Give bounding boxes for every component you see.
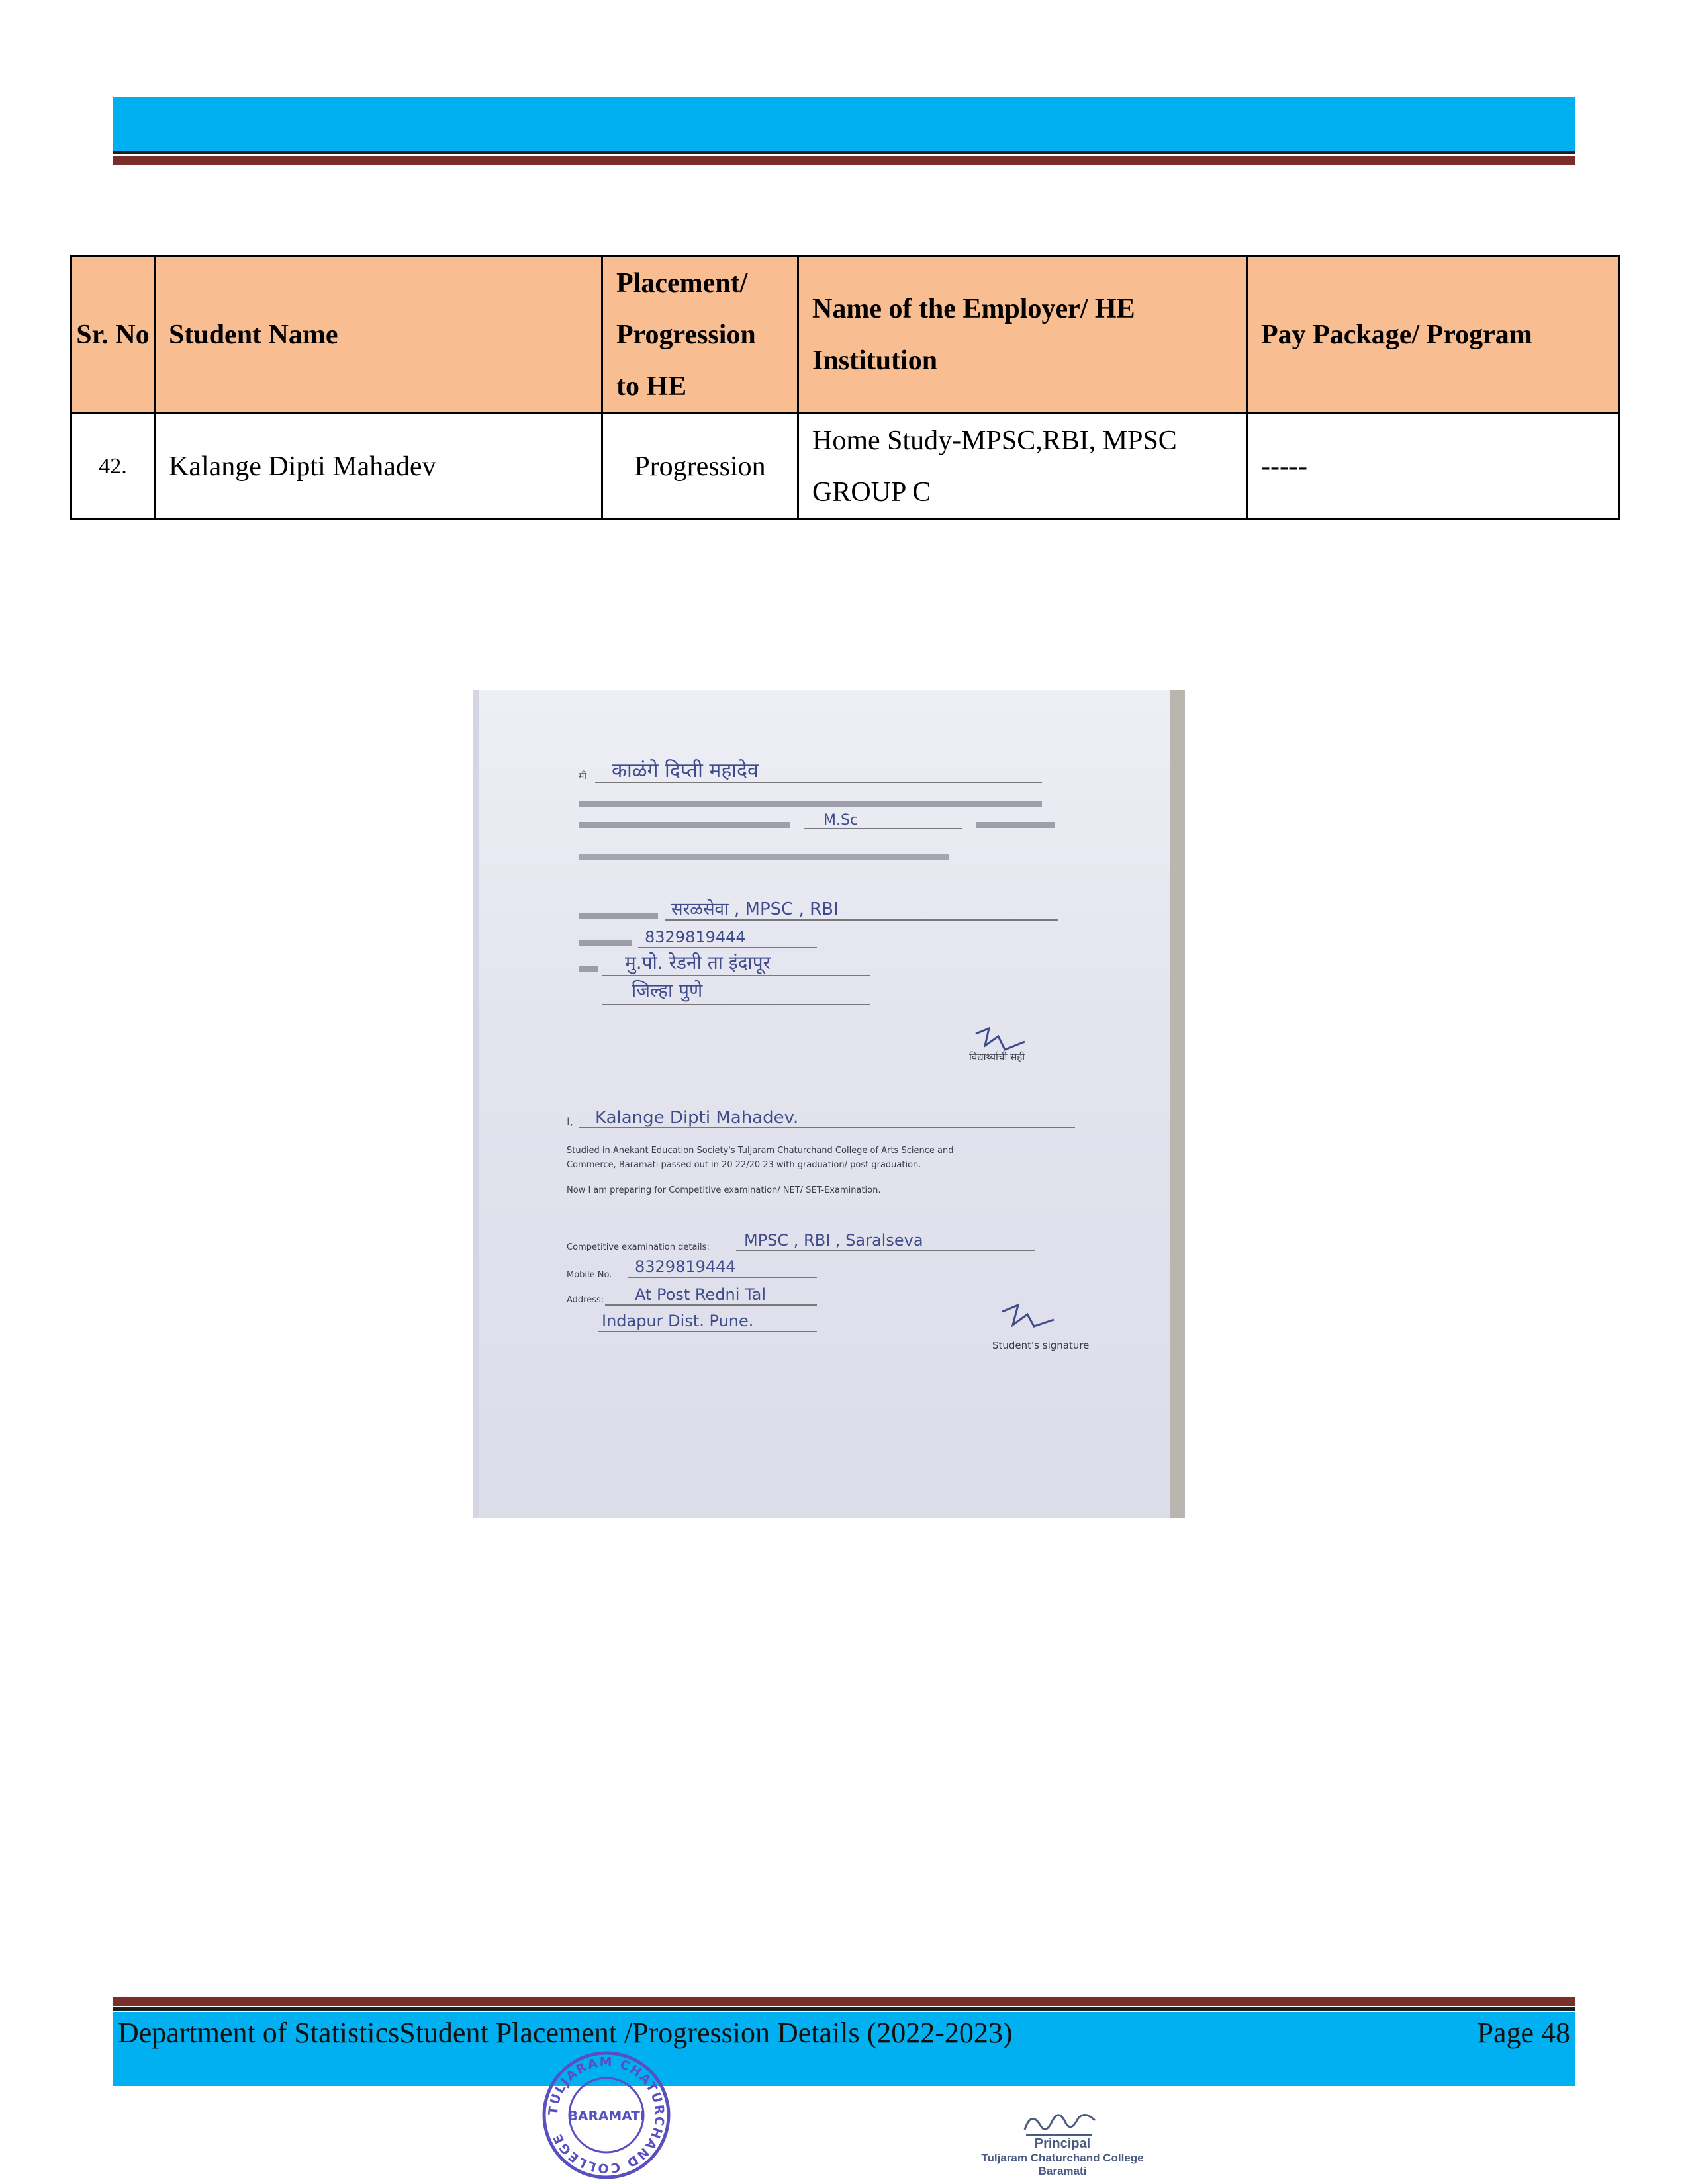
header-pay-package: Pay Package/ Program [1247,256,1619,414]
footer-title: Department of StatisticsStudent Placement /Progression Details (2022-2023) [118,2017,1013,2049]
footer-rule-dark [113,2007,1575,2011]
header-rule-maroon [113,156,1575,165]
svg-text:M.Sc: M.Sc [823,812,859,829]
principal-title: Principal [1034,2136,1091,2151]
cell-sr-no: 42. [71,414,155,520]
student-signature-mark [1002,1305,1054,1326]
table-header-row [71,256,1619,414]
cell-student-name: Kalange Dipti Mahadev [155,414,602,520]
seal-center-text: BARAMATI [567,2108,645,2124]
marathi-signature-caption: विद्यार्थ्याची सही [969,1051,1025,1063]
mobile-label: Mobile No. [567,1270,612,1280]
cell-placement: Progression [602,414,798,520]
mobile-value: 8329819444 [635,1257,736,1276]
scanned-letter-content [473,690,1185,1518]
page-number: Page 48 [1477,2017,1570,2049]
exam-details-label: Competitive examination details: [567,1242,710,1252]
principal-signature [1019,2103,1099,2140]
address-label: Address: [567,1295,604,1305]
english-body-3: Now I am preparing for Competitive examination/ NET/ SET-Examination. [567,1185,881,1195]
address-value-2: Indapur Dist. Pune. [602,1312,754,1330]
header-band [113,97,1575,151]
svg-text:मी: मी [579,771,586,782]
principal-stamp [966,2136,1158,2178]
marathi-mobile: 8329819444 [645,928,746,946]
header-placement: Placement/ Progression to HE [602,256,798,414]
english-name-line: Kalange Dipti Mahadev. [595,1108,799,1128]
footer-rule-maroon [113,1997,1575,2006]
marathi-name-line: काळंगे दिप्ती महादेव [612,759,759,782]
placement-table [70,255,1620,520]
footer-band [113,2012,1575,2086]
scanned-letter-image [473,690,1185,1518]
marathi-signature-mark [976,1028,1025,1050]
principal-college: Tuljaram Chaturchand College [981,2152,1144,2164]
marathi-exam-details: सरळसेवा , MPSC , RBI [671,899,839,919]
marathi-address-2: जिल्हा पुणे [632,979,703,1001]
principal-city: Baramati [1038,2165,1087,2177]
english-body-2: Commerce, Baramati passed out in 20 22/20 23 with graduation/ post graduation. [567,1160,921,1170]
cell-pay-package: ----- [1247,414,1619,520]
header-rule-dark [113,151,1575,154]
college-seal-stamp [541,2050,671,2180]
table-row [71,414,1619,520]
signature-caption: Student's signature [992,1340,1090,1351]
cell-employer: Home Study-MPSC,RBI, MPSC GROUP C [798,414,1247,520]
header-employer: Name of the Employer/ HE Institution [798,256,1247,414]
english-body-1: Studied in Anekant Education Society's Tuljaram Chaturchand College of Arts Science and [567,1146,954,1156]
header-sr-no: Sr. No [71,256,155,414]
exam-details-value: MPSC , RBI , Saralseva [744,1231,923,1250]
seal-ring-text: TULJARAM CHATURCHAND COLLEGE [545,2054,667,2176]
svg-text:I,: I, [567,1115,573,1128]
header-student-name: Student Name [155,256,602,414]
address-value-1: At Post Redni Tal [635,1285,767,1304]
marathi-address-1: मु.पो. रेडनी ता इंदापूर [625,952,771,974]
